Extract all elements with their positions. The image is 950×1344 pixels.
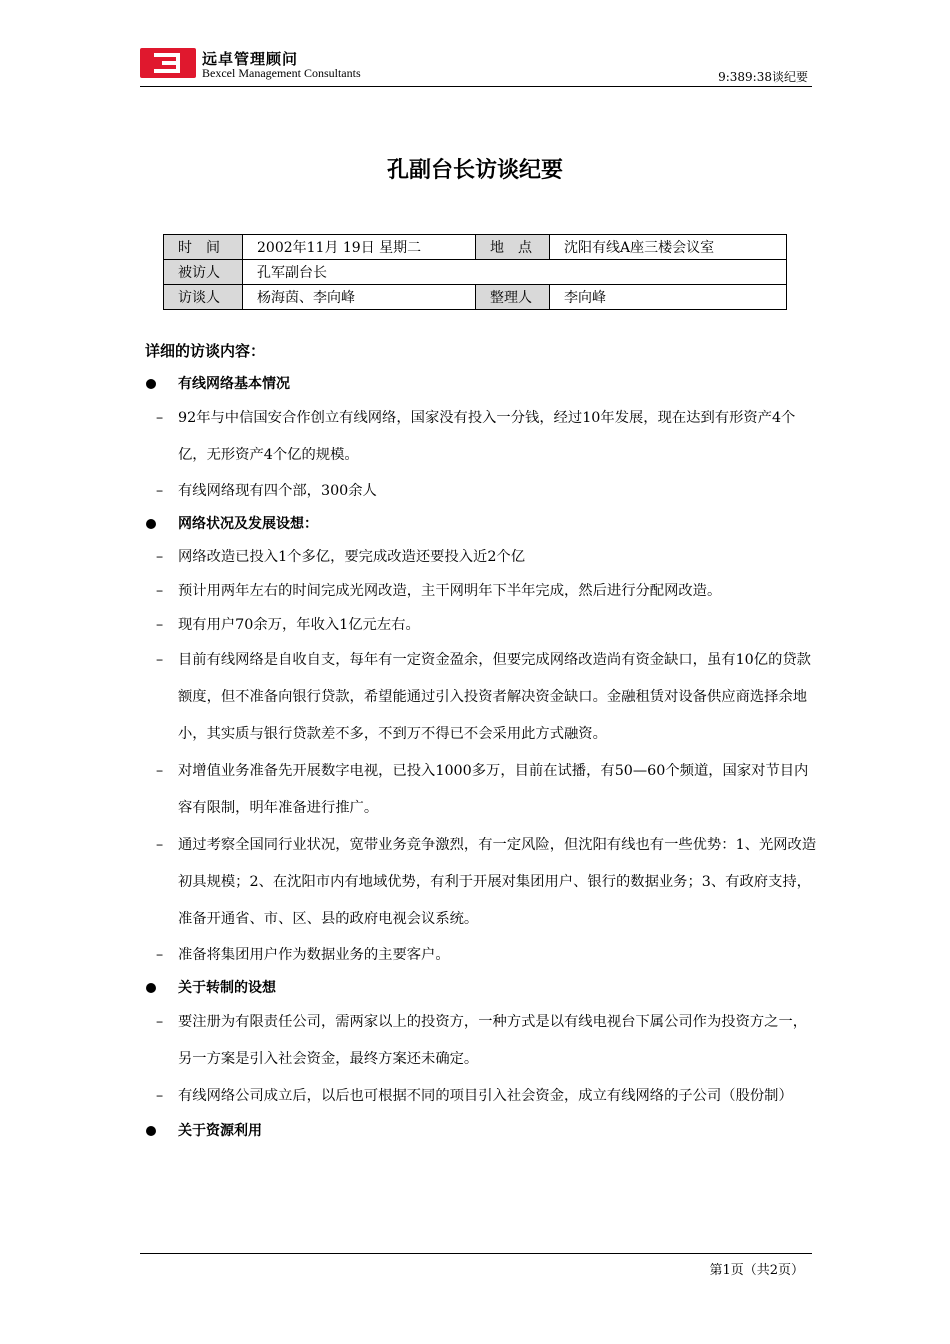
dash-icon: – [156, 410, 164, 426]
footer-divider [140, 1253, 812, 1254]
place-label: 地 点 [476, 235, 550, 260]
section-heading-text: 网络状况及发展设想： [178, 516, 318, 532]
dash-icon: – [156, 617, 164, 633]
section-heading [140, 972, 820, 1004]
dash-icon: – [156, 549, 164, 565]
list-item [140, 608, 820, 642]
list-item-text: 网络改造已投入1个多亿，要完成改造还要投入近2个亿 [178, 549, 526, 565]
list-item [140, 827, 820, 938]
recorder-label: 整理人 [476, 285, 550, 310]
brand-name-en: Bexcel Management Consultants [202, 66, 361, 80]
recorder-value: 李向峰 [550, 285, 787, 310]
brand-name-cn: 远卓管理顾问 [202, 50, 299, 68]
section-heading [140, 508, 820, 540]
interview-content [140, 368, 820, 1147]
dash-icon: – [156, 483, 164, 499]
section-heading-text: 关于资源利用 [178, 1123, 262, 1139]
section-title: 详细的访谈内容： [145, 342, 266, 360]
table-row [164, 235, 787, 260]
list-item-text: 对增值业务准备先开展数字电视，已投入1000多万，目前在试播，有50—60个频道，国家对节目内容有限制，明年准备进行推广。 [178, 763, 809, 816]
list-item-text: 有线网络公司成立后，以后也可根据不同的项目引入社会资金，成立有线网络的子公司（股份制） [178, 1088, 793, 1104]
list-item-text: 92年与中信国安合作创立有线网络，国家没有投入一分钱，经过10年发展，现在达到有形资产4个亿，无形资产4个亿的规模。 [178, 410, 796, 463]
bullet-icon [146, 1126, 156, 1136]
list-item-text: 有线网络现有四个部，300余人 [178, 483, 377, 499]
dash-icon: – [156, 947, 164, 963]
interviewer-value: 杨海茵、李向峰 [243, 285, 476, 310]
list-item [140, 642, 820, 753]
interviewee-value: 孔军副台长 [243, 260, 787, 285]
list-item [140, 938, 820, 972]
list-item-text: 预计用两年左右的时间完成光网改造，主干网明年下半年完成，然后进行分配网改造。 [178, 583, 722, 599]
list-item [140, 753, 820, 827]
section-heading-text: 关于转制的设想 [178, 980, 276, 996]
dash-icon: – [156, 583, 164, 599]
interviewee-label: 被访人 [164, 260, 243, 285]
list-item [140, 1078, 820, 1115]
document-code: 9:389:38谈纪要 [718, 70, 808, 84]
section-heading-text: 有线网络基本情况 [178, 376, 290, 392]
list-item [140, 400, 820, 474]
list-item [140, 540, 820, 574]
list-item-text: 现有用户70余万，年收入1亿元左右。 [178, 617, 420, 633]
section-heading [140, 368, 820, 400]
table-row [164, 260, 787, 285]
page-number: 第1页（共2页） [709, 1263, 804, 1278]
time-label: 时 间 [164, 235, 243, 260]
list-item [140, 574, 820, 608]
dash-icon: – [156, 837, 164, 853]
table-row [164, 285, 787, 310]
list-item-text: 准备将集团用户作为数据业务的主要客户。 [178, 947, 450, 963]
bullet-icon [146, 379, 156, 389]
page-header [140, 42, 812, 87]
section-heading [140, 1115, 820, 1147]
interviewer-label: 访谈人 [164, 285, 243, 310]
page-title: 孔副台长访谈纪要 [386, 158, 563, 183]
list-item-text: 目前有线网络是自收自支，每年有一定资金盈余，但要完成网络改造尚有资金缺口，虽有10亿的贷款额度，但不准备向银行贷款，希望能通过引入投资者解决资金缺口。金融租赁对设备供应商选择余地小，其实质与银行贷款差不多，不到万不得已不会采用此方式融资。 [178, 652, 811, 742]
bullet-icon [146, 983, 156, 993]
place-value: 沈阳有线A座三楼会议室 [550, 235, 787, 260]
list-item [140, 1004, 820, 1078]
dash-icon: – [156, 652, 164, 668]
interview-info-table [163, 234, 787, 310]
dash-icon: – [156, 1014, 164, 1030]
list-item [140, 474, 820, 508]
bexcel-logo-icon [140, 42, 196, 84]
dash-icon: – [156, 1088, 164, 1104]
time-value: 2002年11月 19日 星期二 [243, 235, 476, 260]
list-item-text: 要注册为有限责任公司，需两家以上的投资方，一种方式是以有线电视台下属公司作为投资方之一，另一方案是引入社会资金，最终方案还未确定。 [178, 1014, 808, 1067]
list-item-text: 通过考察全国同行业状况，宽带业务竞争激烈，有一定风险，但沈阳有线也有一些优势：1、光网改造初具规模；2、在沈阳市内有地域优势，有利于开展对集团用户、银行的数据业务；3、有政府支持，准备开通省、市、区、县的政府电视会议系统。 [178, 837, 817, 927]
dash-icon: – [156, 763, 164, 779]
bullet-icon [146, 519, 156, 529]
